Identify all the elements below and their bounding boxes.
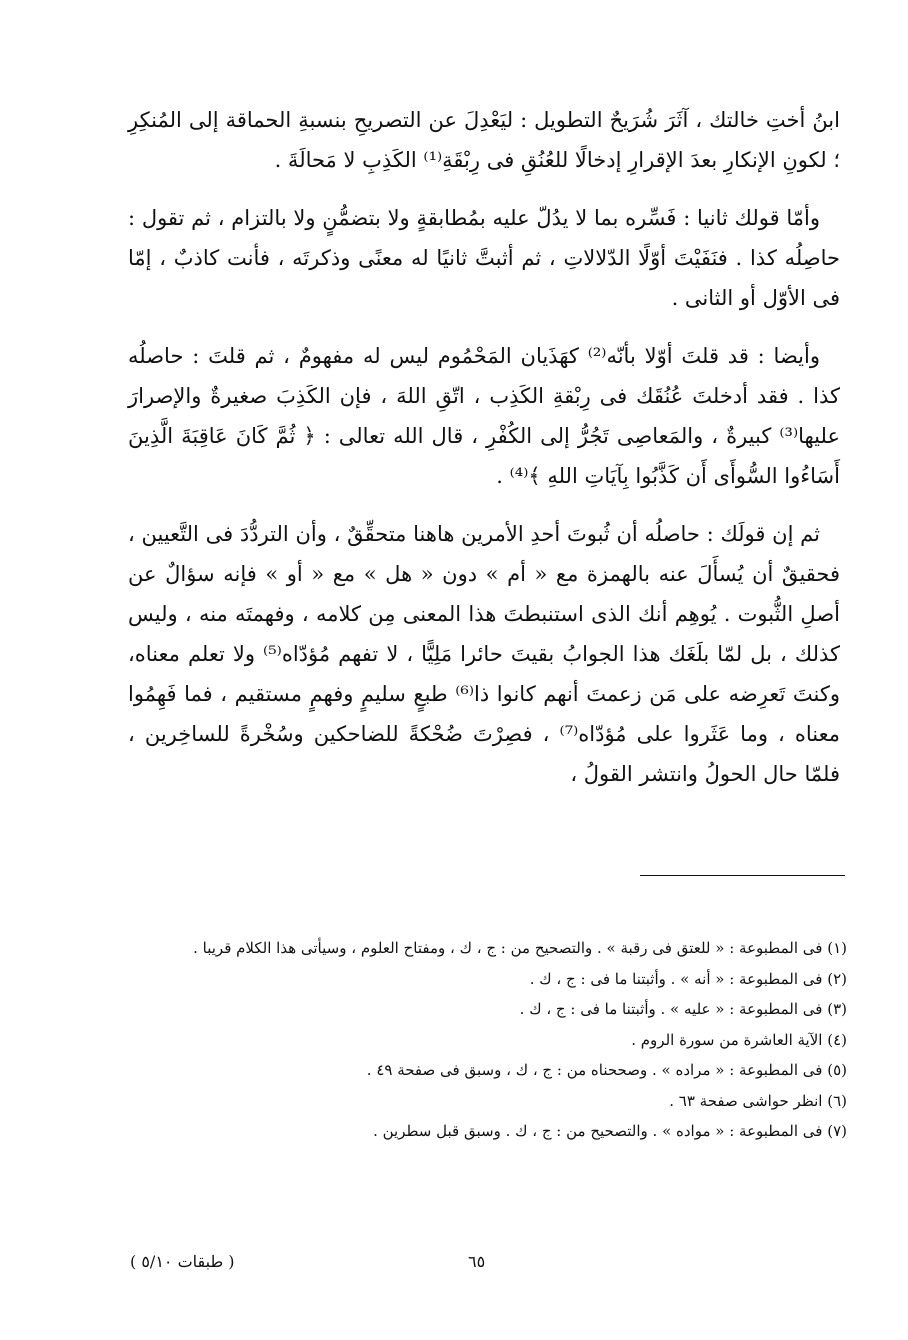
footnote-item: (١) فى المطبوعة : « للعتق فى رقبة » . والتصحيح من : ج ، ك ، ومفتاح العلوم ، وسيأتى هذا الكلام قريبا . — [193, 939, 847, 957]
footnote-item: (٤) الآية العاشرة من سورة الروم . — [631, 1030, 847, 1049]
main-text — [128, 100, 840, 812]
paragraph: ابنُ أختِ خالتك ، آثَرَ شُرَيحٌ التطويل : ليَعْدِلَ عن التصريحِ بنسبةِ الحماقة إلى المُنكِرِ ؛ لكونِ الإنكارِ بعدَ الإقرارِ إدخالًا للعُنُقِ فى رِبْقَةِ⁽¹⁾ الكَذِبِ لا مَحالَةَ . — [128, 108, 840, 172]
page-number: ٦٥ — [468, 1252, 486, 1271]
footnote-item: (٢) فى المطبوعة : « أنه » . وأثبتنا ما فى : ج ، ك . — [529, 969, 847, 988]
signature-mark: ( طبقات ٥/١٠ ) — [130, 1252, 235, 1271]
footnote-item: (٥) فى المطبوعة : « مراده » . وصححناه من : ج ، ك ، وسبق فى صفحة ٤٩ . — [366, 1061, 847, 1079]
paragraph: ثم إن قولَك : حاصلُه أن ثُبوتَ أحدِ الأمرين هاهنا متحقِّقٌ ، وأن التردُّدَ فى التَّعيين ، فحقيقٌ أن يُسأَلَ عنه بالهمزة مع « أم » دون « هل » مع « أو » فإنه سؤالٌ عن أصلِ الثُّبوت . يُوهِم أنك الذى استنبطتَ هذا المعنى مِن كلامه ، وفهمتَه منه ، وليس كذلك ، بل لمّا بلَغَك هذا الجوابُ بقيتَ حائرا مَلِيًّا ، لا تفهم مُؤدّاه⁽⁵⁾ ولا تعلم معناه، وكنتَ تَعرِضه على مَن زعمتَ أنهم كانوا ذا⁽⁶⁾ طبعٍ سليمٍ وفهمٍ مستقيم ، فما فَهِمُوا معناه ، وما عَثَروا على مُؤدّاه⁽⁷⁾ ، فصِرْتَ ضُحْكةً للضاحكين وسُخْرةً للساخِرين ، فلمّا حال الحولُ وانتشر القولُ ، — [128, 522, 841, 786]
paragraph: وأيضا : قد قلتَ أوّلا بأنّه⁽²⁾ كهَذَيان المَحْمُوم ليس له مفهومٌ ، ثم قلتَ : حاصلُه كذا . فقد أدخلتَ عُنُقَك فى رِبْقةِ الكَذِب ، اتّقِ اللهَ ، فإن الكَذِبَ صغيرةٌ والإصرارَ عليها⁽³⁾ كبيرةٌ ، والمَعاصِى تَجُرُّ إلى الكُفْرِ ، قال الله تعالى : ﴿ ثُمَّ كَانَ عَاقِبَةَ الَّذِينَ أَسَاءُوا السُّوأَى أَن كَذَّبُوا بِآيَاتِ اللهِ ﴾⁽⁴⁾ . — [128, 344, 840, 488]
footnote-divider — [640, 875, 845, 876]
page-footer — [0, 1252, 908, 1282]
paragraph: وأمّا قولك ثانيا : فَسِّره بما لا يدُلّ عليه بمُطابقةٍ ولا بتضمُّنٍ ولا بالتزام ، ثم تقول : حاصِلُه كذا . فنَفَيْتَ أوّلًا الدّلالاتِ ، ثم أثبتَّ ثانيًا له معنًى وذكرتَه ، فأنت كاذبٌ ، إمّا فى الأوّل أو الثانى . — [128, 206, 840, 310]
footnotes-list — [128, 933, 847, 1147]
footnote-item: (٣) فى المطبوعة : « عليه » . وأثبتنا ما فى : ج ، ك . — [519, 1000, 847, 1018]
footnote-item: (٦) انظر حواشى صفحة ٦٣ . — [669, 1091, 847, 1110]
footnote-item: (٧) فى المطبوعة : « مواده » . والتصحيح من : ج ، ك . وسبق قبل سطرين . — [373, 1122, 847, 1140]
